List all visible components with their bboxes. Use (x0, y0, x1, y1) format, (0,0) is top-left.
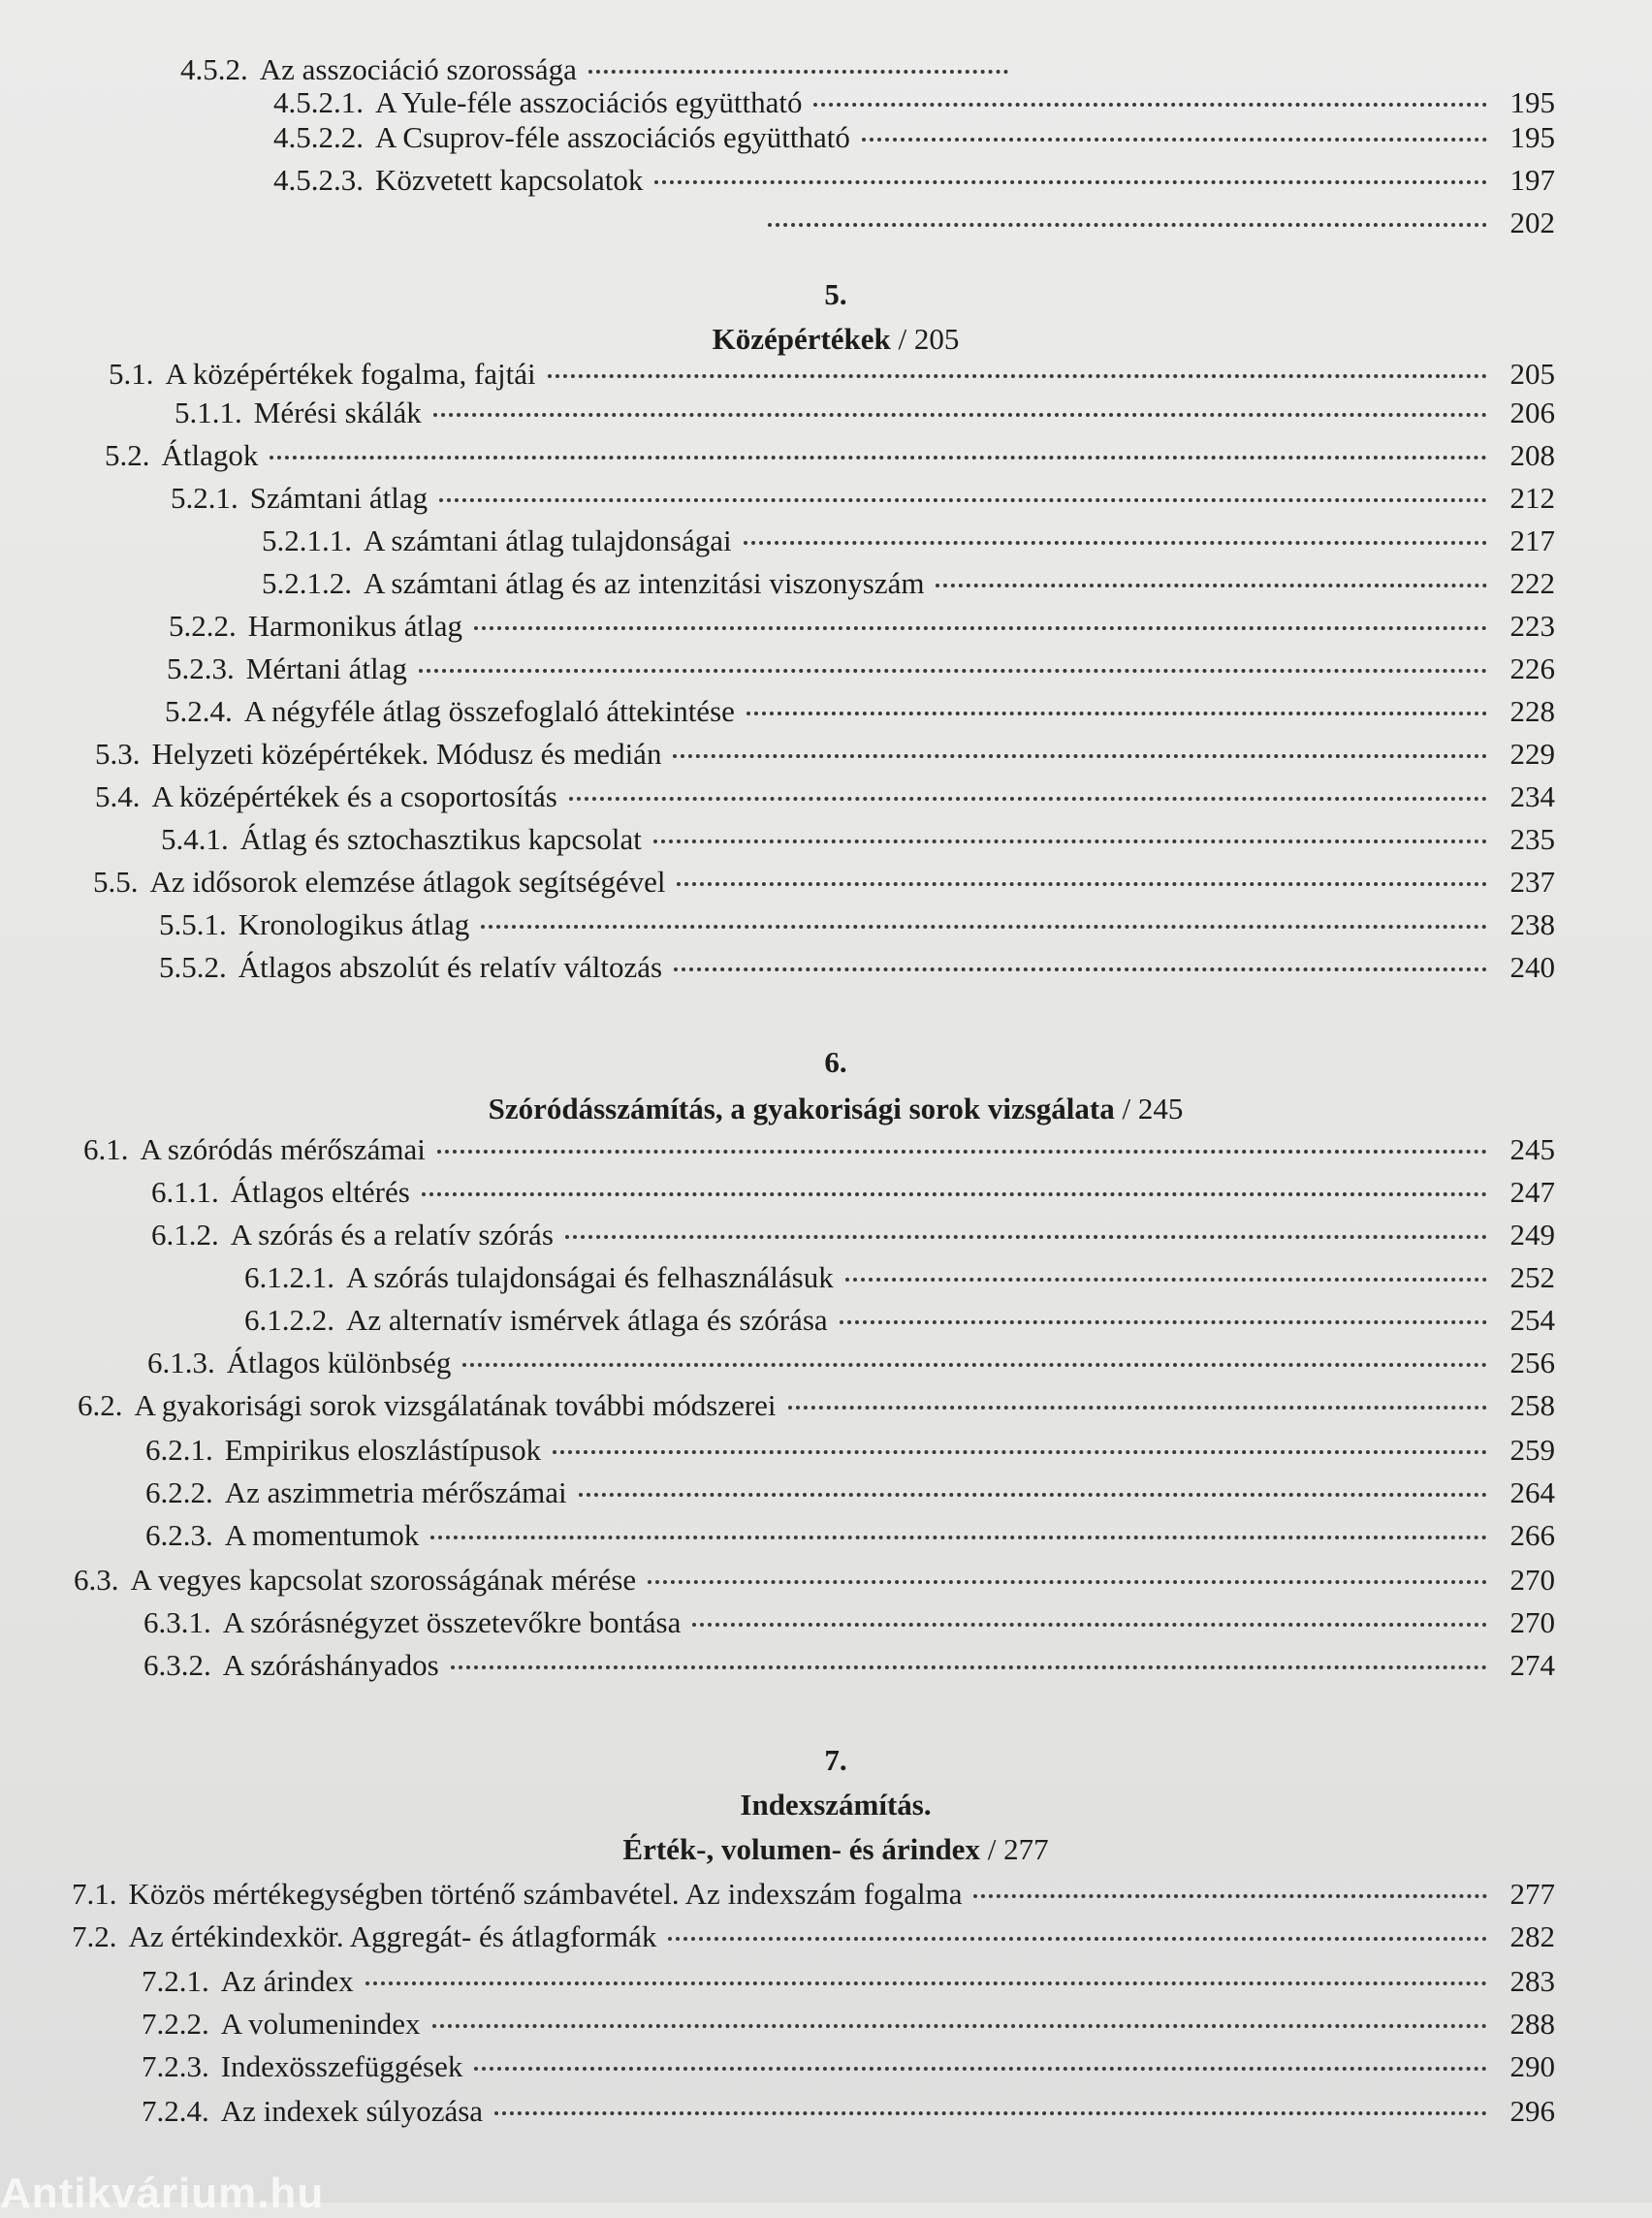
entry-number: 6.1.3. (147, 1346, 215, 1379)
entry-number: 6.3.1. (143, 1605, 211, 1639)
dot-leader (973, 1894, 1487, 1898)
entry-title: Harmonikus átlag (247, 609, 463, 643)
chapter-number: 6. (824, 1045, 847, 1079)
toc-entry (273, 116, 1555, 159)
dot-leader (548, 374, 1487, 378)
entry-title: A szóráshányados (222, 1648, 439, 1682)
dot-leader (419, 669, 1487, 673)
entry-page: 256 (1509, 1346, 1555, 1379)
entry-number: 6.2.2. (145, 1475, 213, 1509)
toc-entry (262, 520, 1555, 562)
dot-leader (437, 1150, 1487, 1154)
toc-entry (145, 1472, 1555, 1514)
entry-number: 4.5.2.2. (273, 120, 364, 154)
entry-page: 235 (1509, 822, 1555, 856)
dot-leader (692, 1623, 1487, 1627)
toc-entry (165, 690, 1555, 733)
entry-page: 229 (1509, 737, 1555, 771)
dot-leader (673, 754, 1487, 758)
entry-title: A momentumok (224, 1518, 420, 1552)
toc-entry (159, 946, 1555, 989)
dot-leader (813, 103, 1487, 107)
dot-leader (744, 541, 1487, 545)
toc-entry (78, 1384, 1555, 1427)
dot-leader (451, 1665, 1487, 1669)
chapter-page: / 245 (1122, 1092, 1184, 1125)
dot-leader (674, 967, 1487, 971)
entry-number: 7.2.4. (142, 2094, 209, 2128)
entry-title: A középértékek és a csoportosítás (151, 779, 557, 813)
entry-title: Átlagos abszolút és relatív változás (238, 950, 663, 984)
toc-entry (109, 353, 1555, 396)
entry-page: 252 (1509, 1260, 1555, 1294)
dot-leader (840, 1320, 1487, 1324)
toc-entry (151, 1171, 1555, 1214)
toc-entry (143, 1644, 1555, 1687)
entry-title: A Csuprov-féle asszociációs együttható (375, 120, 850, 154)
entry-number: 5.4. (95, 779, 141, 813)
toc-entry (95, 776, 1555, 818)
chapter-page: / 205 (898, 322, 960, 356)
entry-title: Helyzeti középértékek. Módusz és medián (151, 737, 662, 771)
entry-title: Közvetett kapcsolatok (375, 163, 644, 197)
entry-page: 245 (1509, 1132, 1555, 1166)
dot-leader (569, 797, 1487, 801)
toc-entry (143, 1601, 1555, 1644)
entry-title: Átlagos eltérés (230, 1175, 410, 1209)
entry-page: 223 (1509, 609, 1555, 643)
entry-title: Az árindex (220, 1964, 354, 1998)
entry-page: 283 (1509, 1964, 1555, 1998)
entry-number: 5.4.1. (161, 822, 229, 856)
entry-number: 7.2.1. (142, 1964, 209, 1998)
entry-title: Az alternatív ismérvek átlaga és szórása (346, 1303, 828, 1337)
toc-entry (167, 648, 1555, 690)
chapter-heading (0, 1828, 1652, 1871)
entry-number: 5.2. (105, 438, 150, 472)
toc-entry (262, 562, 1555, 605)
dot-leader (565, 1235, 1487, 1239)
entry-number: 5.5.1. (159, 907, 227, 941)
chapter-number: 7. (824, 1743, 847, 1777)
dot-leader (654, 180, 1487, 184)
entry-title: A szórás és a relatív szórás (230, 1218, 554, 1252)
entry-number: 7.2. (72, 1919, 117, 1953)
entry-page: 222 (1509, 566, 1555, 600)
toc-entry (159, 903, 1555, 946)
entry-number: 5.1. (109, 357, 154, 391)
toc-entry (142, 1960, 1555, 2003)
chapter-heading (0, 1088, 1652, 1130)
dot-leader (439, 498, 1487, 502)
entry-title: Az indexek súlyozása (220, 2094, 484, 2128)
chapter-page: / 277 (987, 1832, 1049, 1866)
toc-entry (142, 2003, 1555, 2045)
toc-entry (93, 861, 1555, 903)
entry-title: Közös mértékegységben történő számbavétel. Az indexszám fogalma (128, 1877, 963, 1911)
entry-page: 238 (1509, 907, 1555, 941)
toc-entry (244, 1256, 1555, 1299)
entry-title: A gyakorisági sorok vizsgálatának további módszerei (134, 1388, 777, 1422)
entry-number: 6.2. (78, 1388, 123, 1422)
entry-title: Indexösszefüggések (220, 2049, 463, 2083)
dot-leader (462, 1363, 1487, 1367)
toc-entry (145, 1514, 1555, 1557)
entry-number: 5.2.3. (167, 651, 235, 685)
dot-leader (579, 1493, 1487, 1497)
entry-number: 5.2.4. (165, 694, 233, 728)
toc-entry (142, 2045, 1555, 2088)
dot-leader (430, 1536, 1487, 1539)
dot-leader (845, 1278, 1487, 1282)
entry-page: 296 (1509, 2094, 1555, 2128)
entry-page: 274 (1509, 1648, 1555, 1682)
dot-leader (553, 1450, 1487, 1454)
entry-number: 5.5. (93, 865, 139, 899)
entry-title: A számtani átlag tulajdonságai (364, 523, 732, 557)
dot-leader (653, 840, 1487, 843)
entry-title: A szórás tulajdonságai és felhasználásuk (346, 1260, 834, 1294)
entry-title: Számtani átlag (249, 481, 429, 515)
entry-title: Átlagok (161, 438, 259, 472)
toc-entry (169, 605, 1555, 648)
entry-title: Az asszociáció szorossága (259, 52, 577, 86)
entry-page: 226 (1509, 651, 1555, 685)
entry-number: 7.2.3. (142, 2049, 209, 2083)
entry-number: 6.1.2.2. (244, 1303, 334, 1337)
entry-page: 212 (1509, 481, 1555, 515)
entry-number: 7.1. (72, 1877, 117, 1911)
toc-entry (105, 434, 1555, 477)
toc-entry (161, 818, 1555, 861)
dot-leader (768, 223, 1487, 227)
entry-page: 282 (1509, 1919, 1555, 1953)
entry-title: Átlagos különbség (226, 1346, 452, 1379)
entry-title: Az értékindexkör. Aggregát- és átlagformák (128, 1919, 657, 1953)
entry-title: Az idősorok elemzése átlagok segítségével (149, 865, 666, 899)
chapter-title: Indexszámítás. (740, 1788, 932, 1822)
dot-leader (588, 70, 1008, 74)
entry-page: 266 (1509, 1518, 1555, 1552)
entry-page: 288 (1509, 2007, 1555, 2041)
entry-number: 6.3. (74, 1563, 119, 1597)
entry-title: A volumenindex (220, 2007, 421, 2041)
chapter-title: Középértékek (712, 322, 891, 356)
entry-page: 270 (1509, 1605, 1555, 1639)
toc-entry (95, 733, 1555, 776)
entry-page: 247 (1509, 1175, 1555, 1209)
dot-leader (677, 882, 1487, 886)
entry-number: 6.1.2.1. (244, 1260, 334, 1294)
entry-number: 6.1.2. (151, 1218, 219, 1252)
dot-leader (365, 1981, 1487, 1985)
entry-number: 6.1.1. (151, 1175, 219, 1209)
entry-number: 5.3. (95, 737, 141, 771)
entry-number: 4.5.2. (180, 52, 248, 86)
entry-number: 5.2.1. (171, 481, 238, 515)
chapter-title: Szóródásszámítás, a gyakorisági sorok vizsgálata (488, 1092, 1115, 1125)
dot-leader (668, 1937, 1487, 1941)
dot-leader (747, 712, 1487, 715)
watermark: Antikvárium.hu (0, 2170, 325, 2217)
entry-page: 208 (1509, 438, 1555, 472)
toc-entry (74, 1559, 1555, 1601)
entry-number: 4.5.2.3. (273, 163, 364, 197)
toc-entry (175, 392, 1555, 434)
toc-entry (145, 1429, 1555, 1472)
entry-number: 6.2.3. (145, 1518, 213, 1552)
entry-page: 270 (1509, 1563, 1555, 1597)
entry-title: A szóródás mérőszámai (140, 1132, 426, 1166)
dot-leader (481, 925, 1487, 929)
entry-title: Empirikus eloszlástípusok (224, 1433, 542, 1467)
entry-number: 5.5.2. (159, 950, 227, 984)
entry-number: 6.1. (83, 1132, 129, 1166)
dot-leader (494, 2111, 1487, 2115)
entry-title: A Yule-féle asszociációs együttható (375, 85, 803, 119)
chapter-number: 5. (824, 277, 847, 311)
entry-page: 234 (1509, 779, 1555, 813)
dot-leader (648, 1580, 1487, 1584)
entry-page: 277 (1509, 1877, 1555, 1911)
toc-entry (83, 1128, 1555, 1171)
toc-entry (244, 1299, 1555, 1342)
entry-page: 249 (1509, 1218, 1555, 1252)
entry-page: 202 (1509, 206, 1555, 239)
entry-page: 197 (1509, 163, 1555, 197)
toc-entry (72, 1873, 1555, 1916)
entry-title: Kronologikus átlag (238, 907, 470, 941)
entry-page: 264 (1509, 1475, 1555, 1509)
dot-leader (433, 413, 1487, 417)
dot-leader (432, 2024, 1487, 2028)
entry-number: 4.5.2.1. (273, 85, 364, 119)
dot-leader (474, 626, 1487, 630)
entry-page: 206 (1509, 396, 1555, 429)
entry-number: 7.2.2. (142, 2007, 209, 2041)
entry-number: 6.3.2. (143, 1648, 211, 1682)
entry-title: Mérési skálák (253, 396, 422, 429)
entry-page: 195 (1509, 120, 1555, 154)
dot-leader (788, 1406, 1487, 1410)
entry-number: 5.2.1.2. (262, 566, 352, 600)
entry-number: 6.2.1. (145, 1433, 213, 1467)
entry-title: A szórásnégyzet összetevőkre bontása (222, 1605, 682, 1639)
toc-entry (147, 1342, 1555, 1384)
toc-entry (151, 1214, 1555, 1256)
entry-title: Az aszimmetria mérőszámai (224, 1475, 567, 1509)
toc-entry (273, 159, 1555, 202)
entry-page: 258 (1509, 1388, 1555, 1422)
entry-title: Átlag és sztochasztikus kapcsolat (239, 822, 642, 856)
entry-title: A számtani átlag és az intenzitási viszonyszám (364, 566, 925, 600)
entry-page: 259 (1509, 1433, 1555, 1467)
toc-entry (171, 477, 1555, 520)
entry-page: 195 (1509, 85, 1555, 119)
entry-title: A középértékek fogalma, fajtái (165, 357, 536, 391)
entry-page: 254 (1509, 1303, 1555, 1337)
entry-number: 5.2.2. (169, 609, 237, 643)
entry-title: A vegyes kapcsolat szorosságának mérése (130, 1563, 637, 1597)
entry-title: Mértani átlag (245, 651, 407, 685)
toc-entry (72, 1916, 1555, 1958)
entry-page: 237 (1509, 865, 1555, 899)
toc-entry (756, 202, 1555, 244)
chapter-subtitle: Érték-, volumen- és árindex (622, 1832, 980, 1866)
entry-page: 228 (1509, 694, 1555, 728)
toc-entry (142, 2090, 1555, 2133)
entry-page: 205 (1509, 357, 1555, 391)
dot-leader (270, 456, 1487, 459)
entry-title: A négyféle átlag összefoglaló áttekintése (243, 694, 735, 728)
entry-number: 5.1.1. (175, 396, 242, 429)
entry-page: 290 (1509, 2049, 1555, 2083)
entry-page: 217 (1509, 523, 1555, 557)
dot-leader (474, 2067, 1487, 2071)
entry-number: 5.2.1.1. (262, 523, 352, 557)
dot-leader (936, 584, 1487, 587)
dot-leader (862, 138, 1487, 142)
entry-page: 240 (1509, 950, 1555, 984)
dot-leader (422, 1192, 1487, 1196)
